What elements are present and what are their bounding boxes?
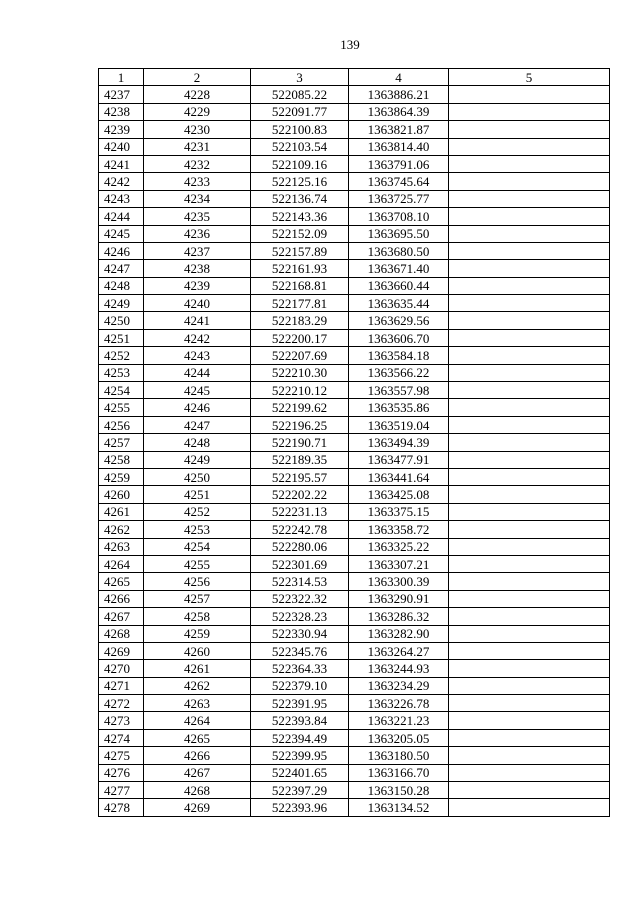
table-row xyxy=(99,173,610,190)
table-cell-col-3: 522393.96 xyxy=(251,799,349,816)
table-cell-col-5 xyxy=(449,573,610,590)
table-cell-col-5 xyxy=(449,434,610,451)
table-row xyxy=(99,625,610,642)
table-row xyxy=(99,712,610,729)
table-cell-col-5 xyxy=(449,468,610,485)
table-cell-col-2: 4246 xyxy=(144,399,251,416)
table-row xyxy=(99,86,610,103)
page-number: 139 xyxy=(340,37,360,52)
table-cell-col-1: 4240 xyxy=(99,138,144,155)
table-cell-col-2: 4240 xyxy=(144,295,251,312)
table-row xyxy=(99,764,610,781)
header-row xyxy=(99,69,610,86)
table-cell-col-4: 1363221.23 xyxy=(349,712,449,729)
table-cell-col-3: 522393.84 xyxy=(251,712,349,729)
table-cell-col-3: 522168.81 xyxy=(251,277,349,294)
table-cell-col-4: 1363307.21 xyxy=(349,555,449,572)
table-cell-col-2: 4267 xyxy=(144,764,251,781)
table-cell-col-2: 4243 xyxy=(144,347,251,364)
table-cell-col-5 xyxy=(449,242,610,259)
table-cell-col-1: 4263 xyxy=(99,538,144,555)
table-cell-col-2: 4245 xyxy=(144,382,251,399)
table-row xyxy=(99,590,610,607)
table-cell-col-3: 522399.95 xyxy=(251,747,349,764)
table-cell-col-1: 4277 xyxy=(99,782,144,799)
table-cell-col-3: 522391.95 xyxy=(251,695,349,712)
table-cell-col-3: 522200.17 xyxy=(251,329,349,346)
table-cell-col-2: 4256 xyxy=(144,573,251,590)
table-row xyxy=(99,364,610,381)
table-cell-col-5 xyxy=(449,86,610,103)
table-cell-col-2: 4263 xyxy=(144,695,251,712)
table-cell-col-1: 4253 xyxy=(99,364,144,381)
table-row xyxy=(99,660,610,677)
table-cell-col-3: 522100.83 xyxy=(251,121,349,138)
table-row xyxy=(99,382,610,399)
table-cell-col-1: 4271 xyxy=(99,677,144,694)
table-cell-col-3: 522328.23 xyxy=(251,608,349,625)
table-row xyxy=(99,608,610,625)
table-cell-col-5 xyxy=(449,555,610,572)
table-cell-col-4: 1363226.78 xyxy=(349,695,449,712)
table-row xyxy=(99,103,610,120)
table-cell-col-2: 4264 xyxy=(144,712,251,729)
table-cell-col-1: 4275 xyxy=(99,747,144,764)
table-cell-col-1: 4276 xyxy=(99,764,144,781)
table-cell-col-5 xyxy=(449,190,610,207)
table-cell-col-4: 1363629.56 xyxy=(349,312,449,329)
table-row xyxy=(99,555,610,572)
table-header xyxy=(99,69,610,86)
table-cell-col-3: 522085.22 xyxy=(251,86,349,103)
table-cell-col-3: 522231.13 xyxy=(251,503,349,520)
table-cell-col-4: 1363708.10 xyxy=(349,208,449,225)
table-cell-col-3: 522189.35 xyxy=(251,451,349,468)
table-cell-col-1: 4260 xyxy=(99,486,144,503)
table-row xyxy=(99,242,610,259)
table-cell-col-5 xyxy=(449,799,610,816)
table-cell-col-3: 522345.76 xyxy=(251,642,349,659)
table-cell-col-4: 1363375.15 xyxy=(349,503,449,520)
table-cell-col-2: 4255 xyxy=(144,555,251,572)
table-cell-col-5 xyxy=(449,260,610,277)
table-cell-col-2: 4237 xyxy=(144,242,251,259)
table-cell-col-2: 4235 xyxy=(144,208,251,225)
table-cell-col-4: 1363300.39 xyxy=(349,573,449,590)
table-cell-col-5 xyxy=(449,399,610,416)
table-cell-col-1: 4258 xyxy=(99,451,144,468)
table-cell-col-3: 522330.94 xyxy=(251,625,349,642)
table-cell-col-4: 1363441.64 xyxy=(349,468,449,485)
table-cell-col-4: 1363557.98 xyxy=(349,382,449,399)
table-cell-col-3: 522322.32 xyxy=(251,590,349,607)
table-cell-col-1: 4252 xyxy=(99,347,144,364)
table-cell-col-1: 4273 xyxy=(99,712,144,729)
table-cell-col-1: 4249 xyxy=(99,295,144,312)
table-row xyxy=(99,190,610,207)
table-row xyxy=(99,329,610,346)
table-cell-col-4: 1363671.40 xyxy=(349,260,449,277)
table-cell-col-3: 522103.54 xyxy=(251,138,349,155)
table-cell-col-1: 4237 xyxy=(99,86,144,103)
table-row xyxy=(99,677,610,694)
table-cell-col-5 xyxy=(449,503,610,520)
table-cell-col-2: 4239 xyxy=(144,277,251,294)
table-cell-col-4: 1363325.22 xyxy=(349,538,449,555)
table-cell-col-5 xyxy=(449,642,610,659)
table-cell-col-5 xyxy=(449,451,610,468)
table-cell-col-1: 4243 xyxy=(99,190,144,207)
table-cell-col-4: 1363606.70 xyxy=(349,329,449,346)
table-cell-col-5 xyxy=(449,347,610,364)
table-row xyxy=(99,538,610,555)
table-row xyxy=(99,260,610,277)
table-cell-col-4: 1363535.86 xyxy=(349,399,449,416)
table-cell-col-1: 4270 xyxy=(99,660,144,677)
column-header-2: 2 xyxy=(144,69,251,86)
table-row xyxy=(99,208,610,225)
table-cell-col-4: 1363425.08 xyxy=(349,486,449,503)
table-cell-col-5 xyxy=(449,173,610,190)
table-cell-col-5 xyxy=(449,677,610,694)
table-cell-col-5 xyxy=(449,590,610,607)
table-cell-col-5 xyxy=(449,329,610,346)
table-cell-col-5 xyxy=(449,729,610,746)
table-cell-col-2: 4268 xyxy=(144,782,251,799)
column-header-3: 3 xyxy=(251,69,349,86)
table-cell-col-1: 4251 xyxy=(99,329,144,346)
table-cell-col-1: 4241 xyxy=(99,155,144,172)
table-cell-col-2: 4257 xyxy=(144,590,251,607)
table-cell-col-2: 4251 xyxy=(144,486,251,503)
table-cell-col-1: 4267 xyxy=(99,608,144,625)
table-cell-col-5 xyxy=(449,782,610,799)
table-row xyxy=(99,486,610,503)
table-cell-col-5 xyxy=(449,747,610,764)
table-row xyxy=(99,747,610,764)
table-row xyxy=(99,225,610,242)
table-cell-col-4: 1363244.93 xyxy=(349,660,449,677)
table-cell-col-5 xyxy=(449,608,610,625)
table-cell-col-3: 522190.71 xyxy=(251,434,349,451)
table-cell-col-1: 4242 xyxy=(99,173,144,190)
table-cell-col-2: 4266 xyxy=(144,747,251,764)
table-row xyxy=(99,503,610,520)
table-cell-col-3: 522242.78 xyxy=(251,521,349,538)
table-cell-col-2: 4252 xyxy=(144,503,251,520)
table-cell-col-1: 4254 xyxy=(99,382,144,399)
table-cell-col-4: 1363205.05 xyxy=(349,729,449,746)
table-cell-col-4: 1363290.91 xyxy=(349,590,449,607)
table-cell-col-5 xyxy=(449,155,610,172)
table-cell-col-3: 522161.93 xyxy=(251,260,349,277)
table-cell-col-5 xyxy=(449,277,610,294)
table-cell-col-1: 4259 xyxy=(99,468,144,485)
table-row xyxy=(99,312,610,329)
table-cell-col-4: 1363725.77 xyxy=(349,190,449,207)
table-cell-col-3: 522202.22 xyxy=(251,486,349,503)
table-cell-col-2: 4262 xyxy=(144,677,251,694)
table-cell-col-2: 4247 xyxy=(144,416,251,433)
table-cell-col-1: 4274 xyxy=(99,729,144,746)
table-cell-col-4: 1363477.91 xyxy=(349,451,449,468)
table-cell-col-5 xyxy=(449,521,610,538)
table-cell-col-3: 522397.29 xyxy=(251,782,349,799)
table-cell-col-1: 4248 xyxy=(99,277,144,294)
table-cell-col-5 xyxy=(449,538,610,555)
table-row xyxy=(99,347,610,364)
table-cell-col-4: 1363494.39 xyxy=(349,434,449,451)
table-cell-col-3: 522091.77 xyxy=(251,103,349,120)
table-cell-col-1: 4257 xyxy=(99,434,144,451)
table-cell-col-5 xyxy=(449,625,610,642)
column-header-4: 4 xyxy=(349,69,449,86)
table-cell-col-2: 4242 xyxy=(144,329,251,346)
table-cell-col-3: 522199.62 xyxy=(251,399,349,416)
table-row xyxy=(99,416,610,433)
table-cell-col-2: 4253 xyxy=(144,521,251,538)
table-cell-col-1: 4255 xyxy=(99,399,144,416)
table-cell-col-3: 522196.25 xyxy=(251,416,349,433)
table-cell-col-4: 1363166.70 xyxy=(349,764,449,781)
table-row xyxy=(99,451,610,468)
table-cell-col-5 xyxy=(449,225,610,242)
table-cell-col-5 xyxy=(449,416,610,433)
table-cell-col-3: 522364.33 xyxy=(251,660,349,677)
table-row xyxy=(99,521,610,538)
table-cell-col-5 xyxy=(449,382,610,399)
table-cell-col-1: 4272 xyxy=(99,695,144,712)
table-cell-col-1: 4261 xyxy=(99,503,144,520)
table-cell-col-5 xyxy=(449,712,610,729)
table-cell-col-5 xyxy=(449,695,610,712)
table-cell-col-3: 522207.69 xyxy=(251,347,349,364)
column-header-5: 5 xyxy=(449,69,610,86)
table-row xyxy=(99,642,610,659)
table-cell-col-2: 4233 xyxy=(144,173,251,190)
table-cell-col-3: 522280.06 xyxy=(251,538,349,555)
table-cell-col-2: 4231 xyxy=(144,138,251,155)
table-row xyxy=(99,295,610,312)
table-cell-col-5 xyxy=(449,312,610,329)
table-cell-col-3: 522301.69 xyxy=(251,555,349,572)
table-cell-col-2: 4250 xyxy=(144,468,251,485)
table-cell-col-5 xyxy=(449,138,610,155)
table-row xyxy=(99,799,610,816)
table-cell-col-3: 522136.74 xyxy=(251,190,349,207)
table-cell-col-2: 4265 xyxy=(144,729,251,746)
table-cell-col-3: 522125.16 xyxy=(251,173,349,190)
table-cell-col-5 xyxy=(449,295,610,312)
table-cell-col-4: 1363660.44 xyxy=(349,277,449,294)
table-cell-col-3: 522401.65 xyxy=(251,764,349,781)
table-cell-col-3: 522143.36 xyxy=(251,208,349,225)
table-cell-col-1: 4269 xyxy=(99,642,144,659)
table-cell-col-1: 4245 xyxy=(99,225,144,242)
table-cell-col-4: 1363886.21 xyxy=(349,86,449,103)
table-row xyxy=(99,121,610,138)
table-body xyxy=(99,86,610,816)
table-row xyxy=(99,573,610,590)
table-cell-col-4: 1363264.27 xyxy=(349,642,449,659)
table-cell-col-3: 522379.10 xyxy=(251,677,349,694)
table-cell-col-5 xyxy=(449,208,610,225)
table-cell-col-5 xyxy=(449,486,610,503)
table-cell-col-5 xyxy=(449,660,610,677)
table-cell-col-2: 4244 xyxy=(144,364,251,381)
table-row xyxy=(99,277,610,294)
table-row xyxy=(99,782,610,799)
table-cell-col-4: 1363519.04 xyxy=(349,416,449,433)
table-cell-col-2: 4259 xyxy=(144,625,251,642)
table-cell-col-3: 522183.29 xyxy=(251,312,349,329)
coordinates-table xyxy=(98,68,610,817)
table-cell-col-1: 4238 xyxy=(99,103,144,120)
table-cell-col-2: 4234 xyxy=(144,190,251,207)
table-cell-col-1: 4244 xyxy=(99,208,144,225)
table-cell-col-3: 522314.53 xyxy=(251,573,349,590)
table-cell-col-4: 1363745.64 xyxy=(349,173,449,190)
table-cell-col-4: 1363814.40 xyxy=(349,138,449,155)
table-cell-col-5 xyxy=(449,764,610,781)
table-cell-col-3: 522157.89 xyxy=(251,242,349,259)
table-row xyxy=(99,155,610,172)
table-cell-col-5 xyxy=(449,103,610,120)
table-cell-col-3: 522210.12 xyxy=(251,382,349,399)
table-cell-col-1: 4246 xyxy=(99,242,144,259)
column-header-1: 1 xyxy=(99,69,144,86)
table-cell-col-2: 4228 xyxy=(144,86,251,103)
table-cell-col-3: 522195.57 xyxy=(251,468,349,485)
table-cell-col-4: 1363680.50 xyxy=(349,242,449,259)
table-cell-col-2: 4269 xyxy=(144,799,251,816)
table-row xyxy=(99,138,610,155)
table-cell-col-2: 4260 xyxy=(144,642,251,659)
table-cell-col-4: 1363180.50 xyxy=(349,747,449,764)
table-cell-col-1: 4278 xyxy=(99,799,144,816)
table-cell-col-1: 4239 xyxy=(99,121,144,138)
table-cell-col-5 xyxy=(449,121,610,138)
table-cell-col-2: 4249 xyxy=(144,451,251,468)
table-cell-col-1: 4247 xyxy=(99,260,144,277)
table-cell-col-5 xyxy=(449,364,610,381)
table-cell-col-2: 4254 xyxy=(144,538,251,555)
table-cell-col-2: 4232 xyxy=(144,155,251,172)
table-row xyxy=(99,729,610,746)
table-cell-col-4: 1363234.29 xyxy=(349,677,449,694)
table-cell-col-1: 4250 xyxy=(99,312,144,329)
table-cell-col-2: 4230 xyxy=(144,121,251,138)
table-cell-col-3: 522394.49 xyxy=(251,729,349,746)
table-row xyxy=(99,399,610,416)
table-cell-col-4: 1363635.44 xyxy=(349,295,449,312)
table-cell-col-4: 1363695.50 xyxy=(349,225,449,242)
table-cell-col-4: 1363282.90 xyxy=(349,625,449,642)
table-row xyxy=(99,434,610,451)
table-cell-col-1: 4265 xyxy=(99,573,144,590)
table-row xyxy=(99,695,610,712)
table-cell-col-4: 1363150.28 xyxy=(349,782,449,799)
table-cell-col-2: 4248 xyxy=(144,434,251,451)
table-cell-col-1: 4262 xyxy=(99,521,144,538)
table-cell-col-2: 4258 xyxy=(144,608,251,625)
table-cell-col-2: 4229 xyxy=(144,103,251,120)
table-cell-col-3: 522152.09 xyxy=(251,225,349,242)
table-cell-col-4: 1363566.22 xyxy=(349,364,449,381)
table-cell-col-4: 1363791.06 xyxy=(349,155,449,172)
table-cell-col-4: 1363864.39 xyxy=(349,103,449,120)
table-row xyxy=(99,468,610,485)
table-cell-col-1: 4268 xyxy=(99,625,144,642)
table-cell-col-3: 522109.16 xyxy=(251,155,349,172)
table-cell-col-2: 4261 xyxy=(144,660,251,677)
table-cell-col-1: 4266 xyxy=(99,590,144,607)
table-cell-col-1: 4256 xyxy=(99,416,144,433)
table-cell-col-4: 1363821.87 xyxy=(349,121,449,138)
table-cell-col-1: 4264 xyxy=(99,555,144,572)
table-cell-col-2: 4236 xyxy=(144,225,251,242)
table-cell-col-2: 4238 xyxy=(144,260,251,277)
table-cell-col-4: 1363286.32 xyxy=(349,608,449,625)
table-cell-col-4: 1363584.18 xyxy=(349,347,449,364)
table-cell-col-3: 522177.81 xyxy=(251,295,349,312)
table-cell-col-4: 1363134.52 xyxy=(349,799,449,816)
table-cell-col-4: 1363358.72 xyxy=(349,521,449,538)
table-cell-col-3: 522210.30 xyxy=(251,364,349,381)
table-cell-col-2: 4241 xyxy=(144,312,251,329)
